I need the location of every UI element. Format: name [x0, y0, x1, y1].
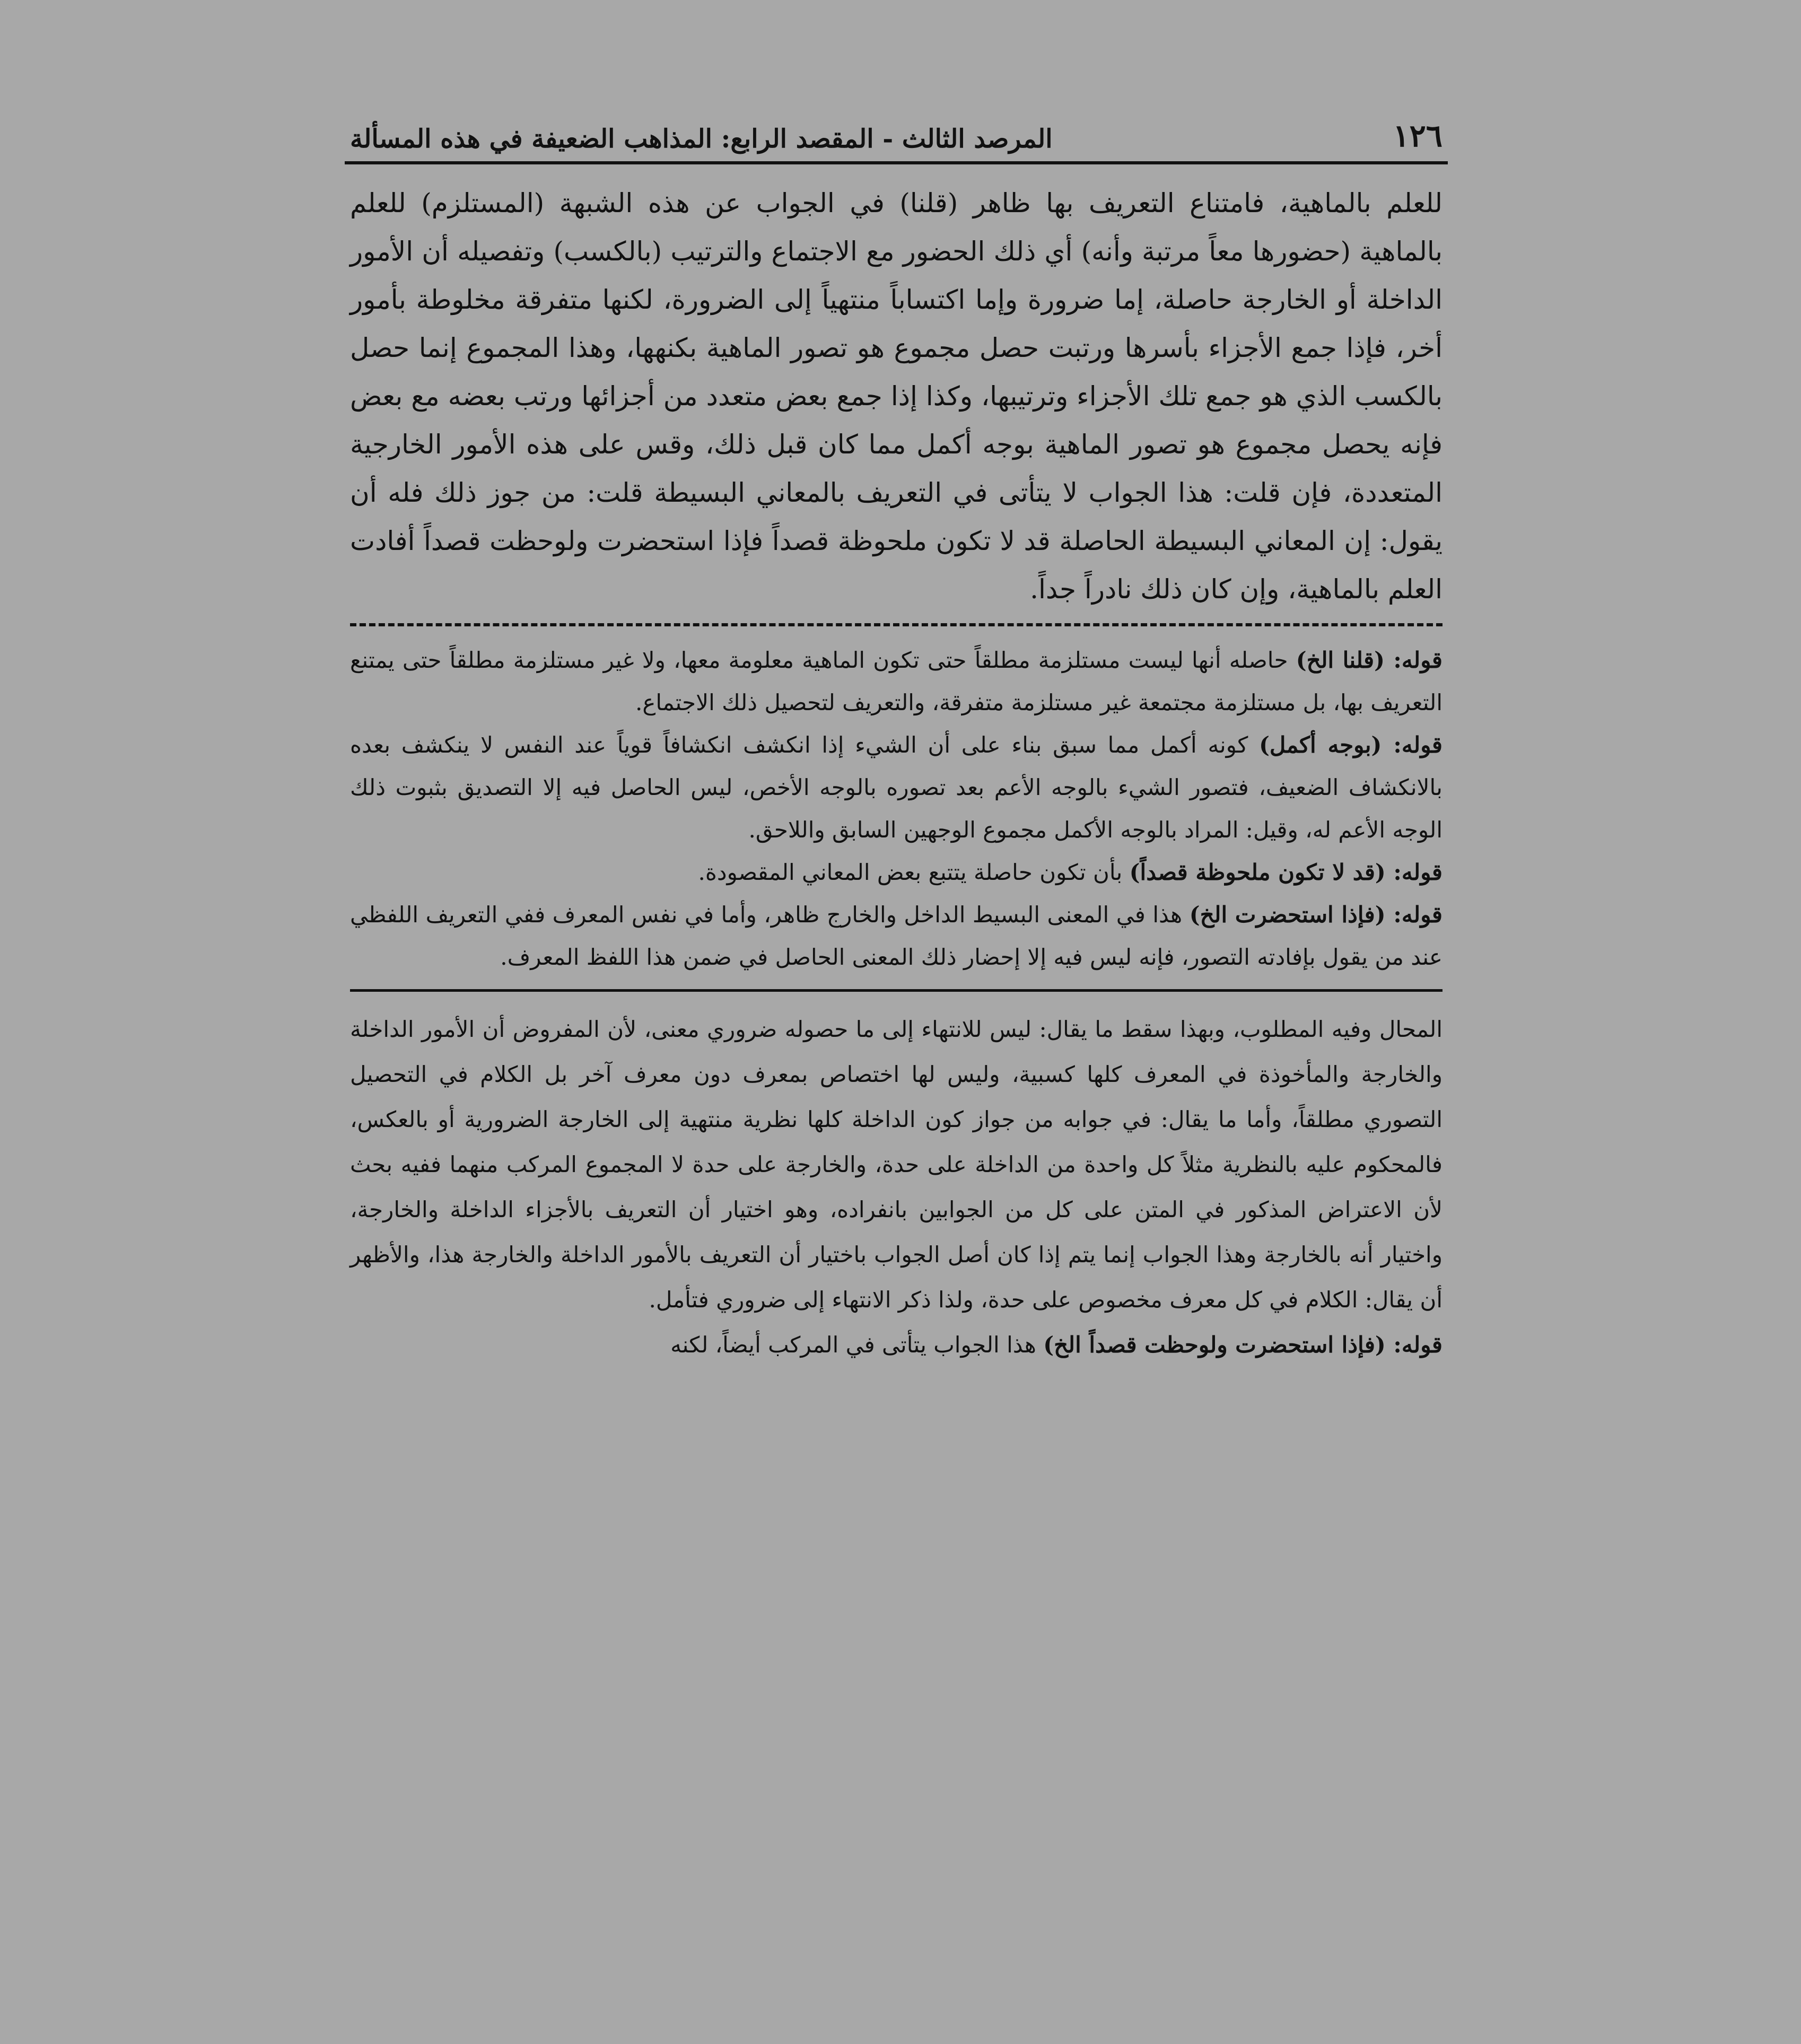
note-lead: قوله: (بوجه أكمل) — [1259, 732, 1442, 758]
note-lead: قوله: (فإذا استحضرت الخ) — [1189, 902, 1442, 928]
commentary-final — [350, 1322, 1442, 1367]
note-text: هذا في المعنى البسيط الداخل والخارج ظاهر، وأما في نفس المعرف ففي التعريف اللفظي عند من يقول بإفادته التصور، فإنه ليس فيه إلا إحضار ذلك المعنى الحاصل في ضمن هذا اللفظ المعرف. — [350, 902, 1442, 970]
main-paragraph: للعلم بالماهية، فامتناع التعريف بها ظاهر (قلنا) في الجواب عن هذه الشبهة (المستلزم) للعلم بالماهية (حضورها معاً مرتبة وأنه) أي ذلك الحضور مع الاجتماع والترتيب (بالكسب) وتفصيله أن الأمور الداخلة أو الخارجة حاصلة، إما ضرورة وإما اكتساباً منتهياً إلى الضرورة، لكنها متفرقة مخلوطة بأمور أخر، فإذا جمع الأجزاء بأسرها ورتبت حصل مجموع هو تصور الماهية بكنهها، وهذا المجموع إنما حصل بالكسب الذي هو جمع تلك الأجزاء وترتيبها، وكذا إذا جمع بعض متعدد من أجزائها ورتب بعضه مع بعض فإنه يحصل مجموع هو تصور الماهية بوجه أكمل مما كان قبل ذلك، وقس على هذه الأمور الخارجية المتعددة، فإن قلت: هذا الجواب لا يتأتى في التعريف بالمعاني البسيطة قلت: من جوز ذلك فله أن يقول: إن المعاني البسيطة الحاصلة قد لا تكون ملحوظة قصداً فإذا استحضرت ولوحظت قصداً أفادت العلم بالماهية، وإن كان ذلك نادراً جداً. — [350, 188, 1442, 605]
dashed-separator — [350, 623, 1442, 626]
note-lead: قوله: (قلنا الخ) — [1296, 647, 1442, 673]
note-item — [350, 724, 1442, 851]
running-title: المرصد الثالث - المقصد الرابع: المذاهب الضعيفة في هذه المسألة — [350, 124, 1053, 154]
note-lead: قوله: (قد لا تكون ملحوظة قصداً) — [1129, 859, 1442, 885]
note-item — [350, 851, 1442, 894]
book-page — [345, 103, 1448, 1960]
commentary-paragraph: المحال وفيه المطلوب، وبهذا سقط ما يقال: ليس للانتهاء إلى ما حصوله ضروري معنى، لأن المفروض أن الأمور الداخلة والخارجة والمأخوذة في المعرف كلها كسبية، وليس لها اختصاص بمعرف دون معرف آخر بل الكلام في التحصيل التصوري مطلقاً، وأما ما يقال: في جوابه من جواز كون الداخلة كلها نظرية منتهية إلى الخارجة الضرورية أو بالعكس، فالمحكوم عليه بالنظرية مثلاً كل واحدة من الداخلة على حدة، والخارجة على حدة لا المجموع المركب منهما ففيه بحث لأن الاعتراض المذكور في المتن على كل من الجوابين بانفراده، وهو اختيار أن التعريف بالأجزاء الداخلة والخارجة، واختيار أنه بالخارجة وهذا الجواب إنما يتم إذا كان أصل الجواب باختيار أن التعريف بالأمور الداخلة والخارجة هذا، والأظهر أن يقال: الكلام في كل معرف مخصوص على حدة، ولذا ذكر الانتهاء إلى ضروري فتأمل. — [350, 1016, 1442, 1313]
commentary — [345, 1007, 1448, 1367]
page-header — [345, 103, 1448, 164]
note-text: حاصله أنها ليست مستلزمة مطلقاً حتى تكون الماهية معلومة معها، ولا غير مستلزمة مطلقاً حتى يمتنع التعريف بها، بل مستلزمة مجتمعة غير مستلزمة متفرقة، والتعريف لتحصيل ذلك الاجتماع. — [350, 647, 1442, 715]
commentary-final-text: هذا الجواب يتأتى في المركب أيضاً، لكنه — [670, 1332, 1044, 1358]
page-number: ١٢٦ — [1393, 118, 1442, 154]
note-text: كونه أكمل مما سبق بناء على أن الشيء إذا انكشف انكشافاً قوياً عند النفس لا ينكشف بعده بالانكشاف الضعيف، فتصور الشيء بالوجه الأعم بعد تصوره بالوجه الأخص، ليس الحاصل فيه إلا التصديق بثبوت ذلك الوجه الأعم له، وقيل: المراد بالوجه الأكمل مجموع الوجهين السابق واللاحق. — [350, 732, 1442, 843]
note-item — [350, 639, 1442, 724]
note-item — [350, 894, 1442, 979]
main-text — [345, 179, 1448, 614]
solid-separator — [350, 989, 1442, 992]
commentary-final-lead: قوله: (فإذا استحضرت ولوحظت قصداً الخ) — [1043, 1332, 1442, 1358]
footnotes — [345, 639, 1448, 979]
note-text: بأن تكون حاصلة يتتبع بعض المعاني المقصودة. — [698, 859, 1130, 885]
